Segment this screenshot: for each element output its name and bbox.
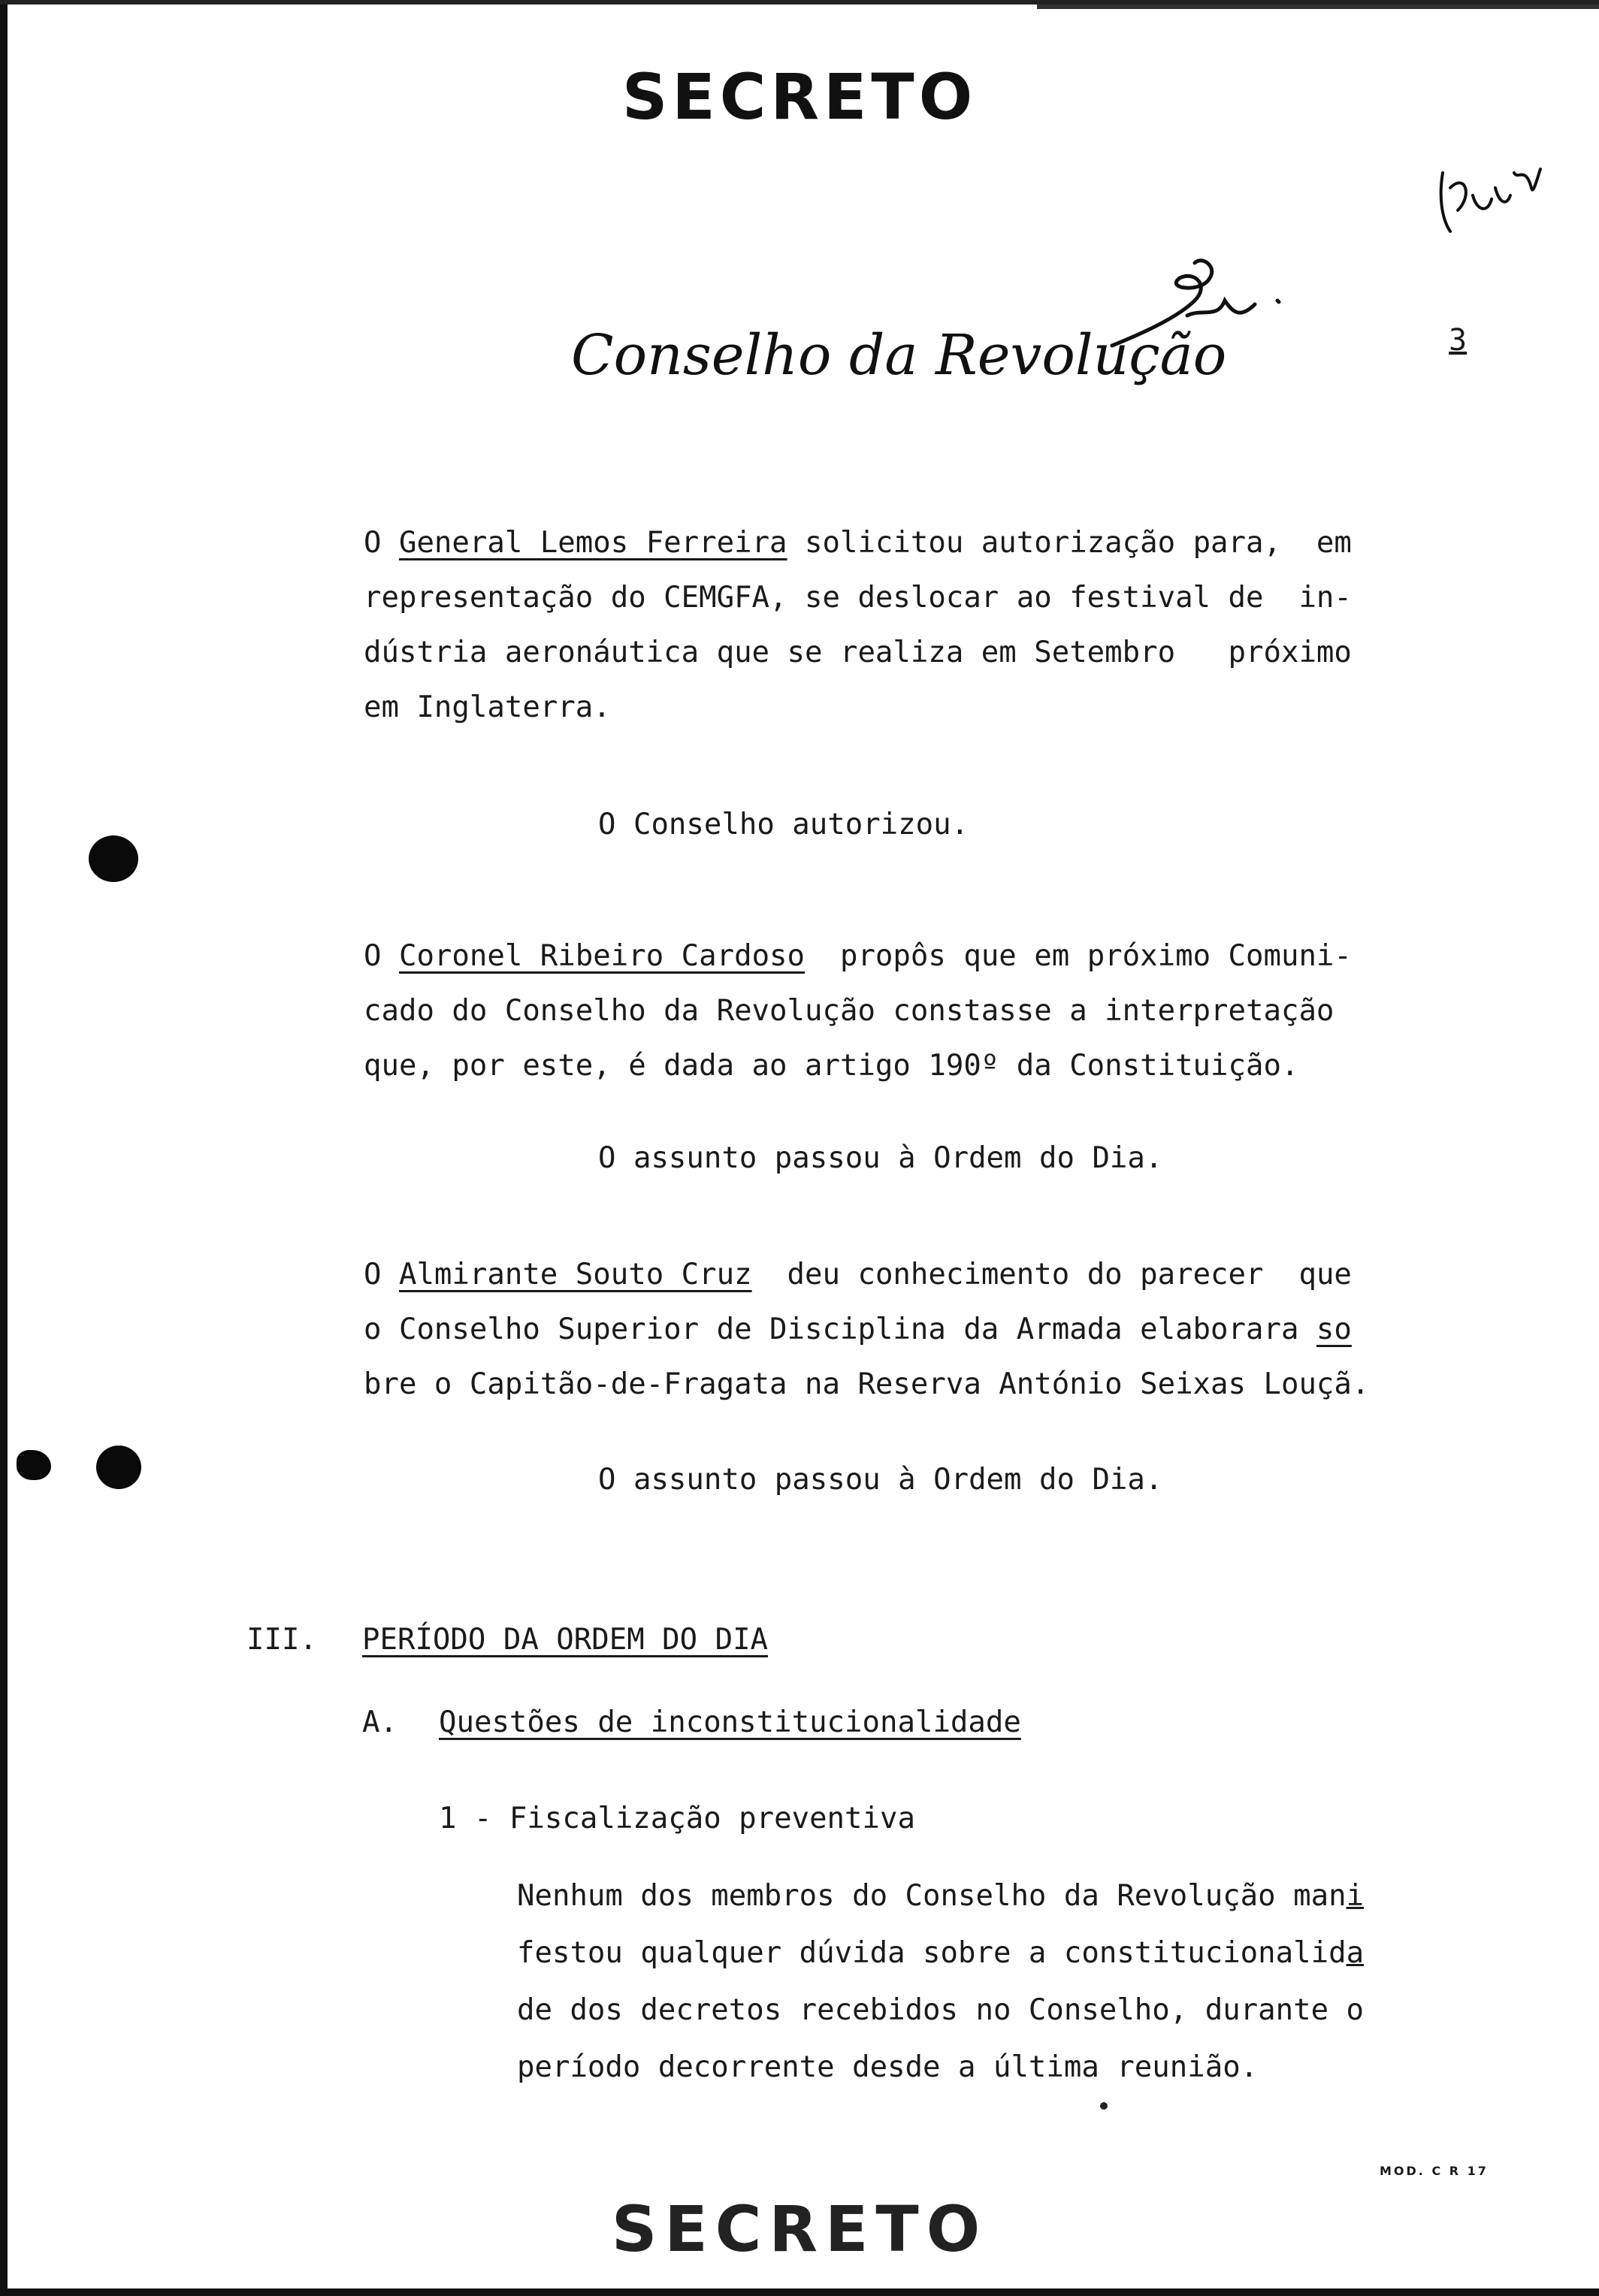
punch-hole-upper [89,835,138,882]
classification-stamp-top: SECRETO [621,60,978,134]
item-heading: 1 - Fiscalização preventiva [439,1802,915,1835]
ink-dot [1100,2102,1108,2110]
decision-agenda-2: O assunto passou à Ordem do Dia. [598,1463,1163,1497]
paragraph-souto-cruz: O Almirante Souto Cruz deu conhecimento do parecer que o Conselho Superior de Disciplina da Armada elaborara so bre o Capitão-de-Fragata na Reserva António Seixas Louçã. [364,1258,1370,1401]
page-number: 3 [1449,323,1468,358]
council-heading: Conselho da Revolução [571,323,1227,388]
subsection-letter: A. [362,1705,397,1739]
name-souto-cruz: Almirante Souto Cruz [398,1258,752,1292]
paragraph-lemos-ferreira: O General Lemos Ferreira solicitou autorização para, em representação do CEMGFA, se deslocar ao festival de in- dústria aeronáutica que se realiza em Setembro próximo em Inglaterra. [364,526,1352,724]
scan-mark [17,1450,51,1480]
classification-stamp-bottom: SECRETO [611,2192,988,2266]
form-code: MOD. C R 17 [1380,2164,1489,2178]
paragraph-ribeiro-cardoso: O Coronel Ribeiro Cardoso propôs que em próximo Comuni- cado do Conselho da Revolução constasse a interpretação que, por este, é dada ao artigo 190º da Constituição. [364,939,1352,1083]
handwritten-initials [1435,143,1548,248]
scan-top-edge-shadow [1037,5,1599,9]
section-number: III. [246,1623,317,1657]
scan-left-edge [0,0,8,2296]
name-lemos-ferreira: General Lemos Ferreira [398,526,787,560]
subsection-title: Questões de inconstitucionalidade [439,1705,1021,1739]
decision-agenda-1: O assunto passou à Ordem do Dia. [598,1141,1163,1175]
decision-authorized: O Conselho autorizou. [598,808,969,841]
item-paragraph: Nenhum dos membros do Conselho da Revolução mani festou qualquer dúvida sobre a constitucionalida de dos decretos recebidos no Conselho, durante o período decorrente desde a última reunião. [517,1879,1365,2084]
punch-hole-lower [96,1446,141,1489]
name-ribeiro-cardoso: Coronel Ribeiro Cardoso [398,939,806,973]
section-title: PERÍODO DA ORDEM DO DIA [362,1623,769,1657]
scan-bottom-edge [0,2288,1599,2296]
